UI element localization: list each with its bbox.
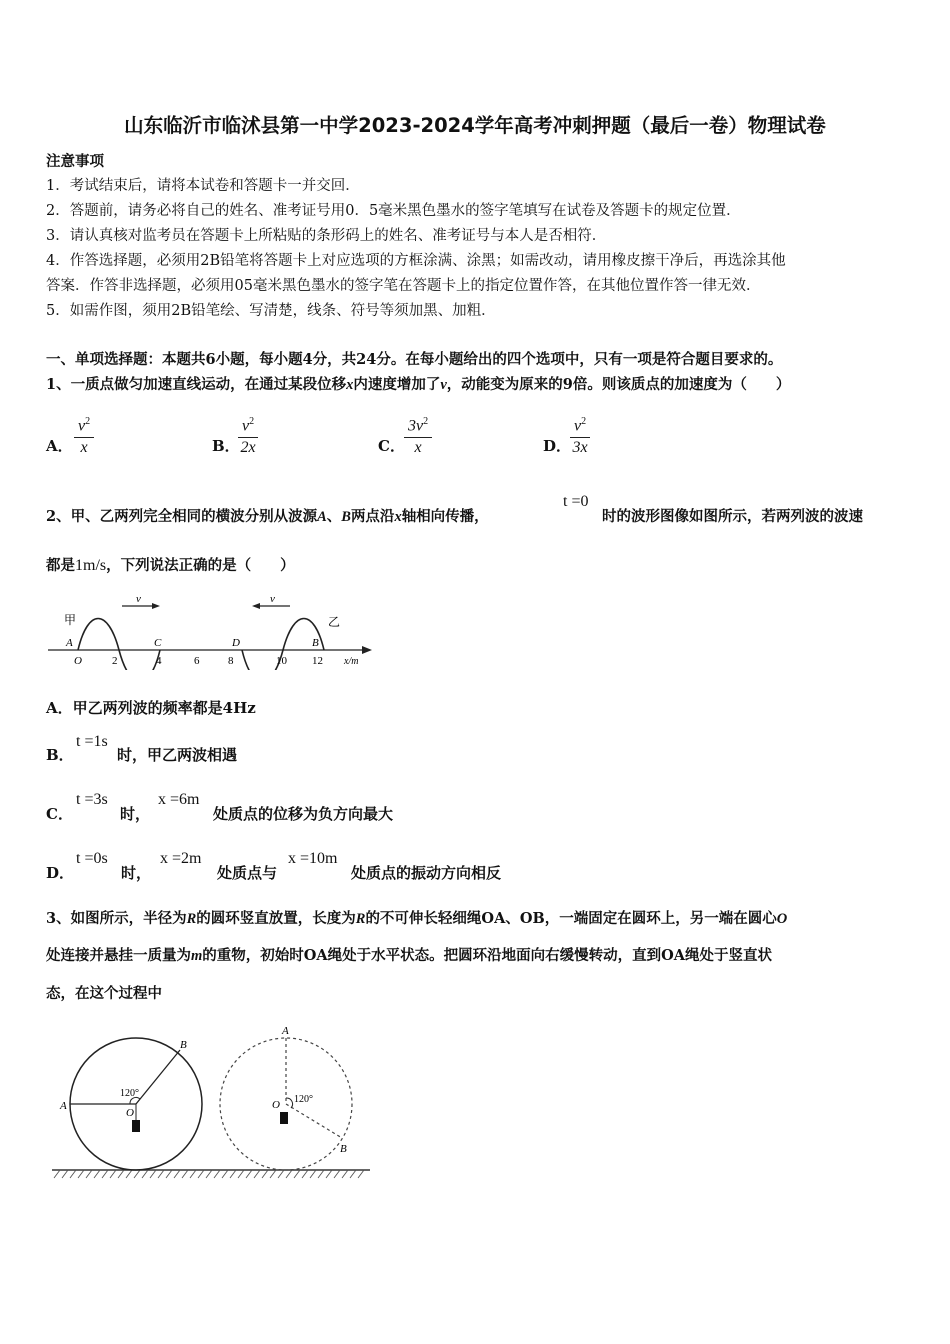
tick-label: 4: [156, 655, 162, 667]
wave-figure: [46, 588, 376, 670]
q2-option-c-math1: t =3s: [76, 791, 108, 808]
question-2-stem-line1b: 时的波形图像如图所示，若两列波的波速: [602, 508, 863, 525]
note-item: 3．请认真核对监考员在答题卡上所粘贴的条形码上的姓名、准考证号与本人是否相符．: [46, 228, 607, 244]
q1-option-c-label[interactable]: C．: [378, 437, 405, 455]
page-title: 山东临沂市临沭县第一中学2023-2024学年高考冲刺押题（最后一卷）物理试卷: [124, 114, 826, 137]
question-2-stem-line2: 都是1m/s，下列说法正确的是（ ）: [46, 557, 295, 574]
q2-option-c-math2: x =6m: [158, 791, 200, 808]
q2-option-d-math3: x =10m: [288, 850, 338, 867]
question-2-stem-line1: 2、甲、乙两列完全相同的横波分别从波源A、B两点沿x轴相向传播，: [46, 508, 489, 525]
q2-option-d-label[interactable]: D．: [46, 864, 75, 882]
tick-label: 6: [194, 655, 200, 667]
point-label: A: [60, 1100, 67, 1112]
q1-option-d-fraction: $\frac{v^2}{3x}$: [570, 413, 590, 458]
label-jia: 甲: [64, 613, 77, 627]
q2-option-d-mid: 处质点与: [217, 864, 278, 882]
q1-option-c-fraction: $\frac{3v^2}{x}$: [404, 413, 432, 458]
q2-option-d-math1: t =0s: [76, 850, 108, 867]
q2-option-c-text: 处质点的位移为负方向最大: [213, 805, 394, 823]
wave-jia: [78, 619, 160, 671]
q2-option-c-sep: 时，: [120, 805, 151, 823]
q2-t0: t =0: [563, 493, 589, 510]
v-label: v: [270, 593, 275, 605]
notes-heading: 注意事项: [46, 153, 104, 170]
note-item: 2．答题前，请务必将自己的姓名、准考证号用0．5毫米黑色墨水的签字笔填写在试卷及答题卡的规定位置．: [46, 203, 741, 219]
weight-right: [280, 1112, 288, 1124]
question-1-stem: 1、一质点做匀加速直线运动，在通过某段位移x内速度增加了v，动能变为原来的9倍。则该质点的加速度为（ ）: [46, 376, 791, 393]
q1-option-b-fraction: $\frac{v^2}{2x}$: [238, 413, 258, 458]
tick-label: 2: [112, 655, 118, 667]
origin-label: O: [74, 655, 82, 667]
question-3-line1: 3、如图所示，半径为R的圆环竖直放置，长度为R的不可伸长轻细绳OA、OB，一端固定在圆环上，另一端在圆心O: [46, 910, 788, 927]
q2-option-c-label[interactable]: C．: [46, 805, 73, 823]
weight-left: [132, 1120, 140, 1132]
q1-option-a-fraction: $\frac{v^2}{x}$: [74, 413, 94, 458]
q2-option-b-math: t =1s: [76, 733, 108, 750]
section-heading: 一、单项选择题：本题共6小题，每小题4分，共24分。在每小题给出的四个选项中，只有一项是符合题目要求的。: [46, 351, 783, 368]
q1-option-b-label[interactable]: B．: [212, 437, 240, 455]
ring-figure: [46, 1020, 386, 1190]
point-label: D: [232, 637, 240, 649]
q2-option-d-math2: x =2m: [160, 850, 202, 867]
axis-label: x/m: [344, 656, 359, 667]
q2-option-b-text: 时，甲乙两波相遇: [117, 746, 238, 764]
q2-option-d-sep: 时，: [121, 864, 152, 882]
question-3-line2: 处连接并悬挂一质量为m的重物，初始时OA绳处于水平状态。把圆环沿地面向右缓慢转动，直到OA绳处于竖直状: [46, 947, 773, 964]
q2-option-a[interactable]: A．甲乙两列波的频率都是4Hz: [46, 699, 256, 717]
question-3-line3: 态，在这个过程中: [46, 985, 162, 1002]
v-label: v: [136, 593, 141, 605]
note-item: 5．如需作图，须用2B铅笔绘、写清楚，线条、符号等须加黑、加粗．: [46, 303, 496, 319]
tick-label: 8: [228, 655, 234, 667]
rope-ob-left: [136, 1050, 180, 1104]
x-axis-arrow: [362, 646, 372, 654]
q1-option-a-label[interactable]: A．: [46, 437, 73, 455]
point-label: A: [66, 637, 73, 649]
center-label: O: [126, 1107, 134, 1119]
rope-ob-right: [286, 1104, 342, 1138]
note-item: 4．作答选择题，必须用2B铅笔将答题卡上对应选项的方框涂满、涂黑；如需改动，请用橡皮擦干净后，再选涂其他: [46, 253, 786, 269]
angle-label: 120°: [294, 1094, 313, 1105]
note-item: 1．考试结束后，请将本试卷和答题卡一并交回．: [46, 178, 360, 194]
tick-label: 10: [276, 655, 287, 667]
tick-label: 12: [312, 655, 323, 667]
angle-label: 120°: [120, 1088, 139, 1099]
q1-option-d-label[interactable]: D．: [543, 437, 572, 455]
ground-hatch: [54, 1170, 364, 1178]
point-label: C: [154, 637, 162, 649]
point-label: B: [340, 1143, 347, 1155]
q2-option-b-label[interactable]: B．: [46, 746, 74, 764]
label-yi: 乙: [328, 615, 341, 629]
note-item: 答案．作答非选择题，必须用05毫米黑色墨水的签字笔在答题卡上的指定位置作答，在其他位置作答一律无效．: [46, 278, 761, 294]
point-label: A: [282, 1025, 289, 1037]
point-label: B: [312, 637, 319, 649]
q2-option-d-text: 处质点的振动方向相反: [351, 864, 502, 882]
point-label: B: [180, 1039, 187, 1051]
center-label: O: [272, 1099, 280, 1111]
